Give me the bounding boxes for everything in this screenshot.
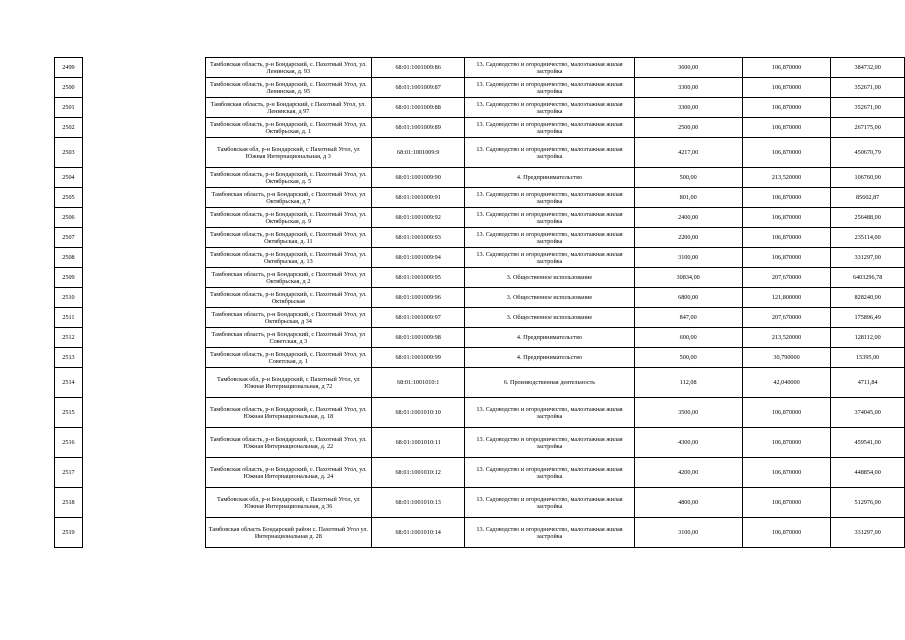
row-number-cell: 2517 (55, 458, 83, 488)
row-number-cell: 2519 (55, 518, 83, 548)
area-cell: 500,00 (634, 168, 742, 188)
rate-cell: 106,870000 (742, 458, 831, 488)
address-cell: Тамбовская область, р-н Бондарский, с. Пахотный Угол, ул. Южная Интернациональная, д. 18 (205, 398, 371, 428)
area-cell: 3100,00 (634, 518, 742, 548)
rate-cell: 106,870000 (742, 78, 831, 98)
rate-cell: 106,870000 (742, 98, 831, 118)
land-use-cell: 4. Предпринимательство (465, 348, 634, 368)
spacer-cell (82, 268, 205, 288)
table-row (55, 368, 905, 398)
row-number-cell: 2518 (55, 488, 83, 518)
row-number-cell: 2499 (55, 58, 83, 78)
table-row (55, 458, 905, 488)
area-cell: 3300,00 (634, 98, 742, 118)
land-use-cell: 13. Садоводство и огородничество, малоэтажная жилая застройка (465, 488, 634, 518)
row-number-cell: 2503 (55, 138, 83, 168)
cadastral-number-cell: 68:01:1001009:98 (371, 328, 465, 348)
table-body (55, 58, 905, 548)
cadastral-value-cell: 106760,00 (831, 168, 905, 188)
spacer-cell (82, 488, 205, 518)
table-row (55, 188, 905, 208)
cadastral-number-cell: 68:01:1001009:95 (371, 268, 465, 288)
spacer-cell (82, 458, 205, 488)
cadastral-number-cell: 68:01:1001009:91 (371, 188, 465, 208)
cadastral-number-cell: 68:01:1001009:97 (371, 308, 465, 328)
table-row (55, 268, 905, 288)
cadastral-number-cell: 68:01:1001009:93 (371, 228, 465, 248)
area-cell: 112,08 (634, 368, 742, 398)
table-row (55, 208, 905, 228)
area-cell: 4200,00 (634, 458, 742, 488)
spacer-cell (82, 398, 205, 428)
spacer-cell (82, 168, 205, 188)
row-number-cell: 2511 (55, 308, 83, 328)
area-cell: 3300,00 (634, 78, 742, 98)
row-number-cell: 2505 (55, 188, 83, 208)
cadastral-value-cell: 352671,00 (831, 98, 905, 118)
land-use-cell: 3. Общественное использование (465, 308, 634, 328)
row-number-cell: 2507 (55, 228, 83, 248)
row-number-cell: 2512 (55, 328, 83, 348)
rate-cell: 106,870000 (742, 138, 831, 168)
address-cell: Тамбовская область Бондарский район с. Пахотный Угол ул. Интернациональная д. 28 (205, 518, 371, 548)
cadastral-value-cell: 331297,00 (831, 248, 905, 268)
address-cell: Тамбовская область, р-н Бондарский, с. Пахотный Угол, ул. Октябрьская, д. 5 (205, 168, 371, 188)
cadastral-number-cell: 68:01:1001009:90 (371, 168, 465, 188)
cadastral-value-cell: 384732,00 (831, 58, 905, 78)
cadastral-value-cell: 828240,00 (831, 288, 905, 308)
table-row (55, 518, 905, 548)
row-number-cell: 2501 (55, 98, 83, 118)
table-row (55, 488, 905, 518)
land-use-cell: 3. Общественное использование (465, 268, 634, 288)
spacer-cell (82, 208, 205, 228)
spacer-cell (82, 308, 205, 328)
cadastral-value-cell: 267175,00 (831, 118, 905, 138)
row-number-cell: 2502 (55, 118, 83, 138)
rate-cell: 207,670000 (742, 268, 831, 288)
rate-cell: 213,520000 (742, 168, 831, 188)
table-row (55, 78, 905, 98)
spacer-cell (82, 98, 205, 118)
area-cell: 6800,00 (634, 288, 742, 308)
table-row (55, 138, 905, 168)
spacer-cell (82, 328, 205, 348)
row-number-cell: 2514 (55, 368, 83, 398)
cadastral-number-cell: 68:01:1001010:11 (371, 428, 465, 458)
cadastral-number-cell: 68:01:1001009:99 (371, 348, 465, 368)
address-cell: Тамбовская область, р-н Бондарский, с. Пахотный Угол, ул. Советская, д. 1 (205, 348, 371, 368)
area-cell: 4217,00 (634, 138, 742, 168)
area-cell: 3600,00 (634, 58, 742, 78)
cadastral-value-cell: 175896,49 (831, 308, 905, 328)
spacer-cell (82, 118, 205, 138)
area-cell: 2500,00 (634, 118, 742, 138)
cadastral-value-cell: 235114,00 (831, 228, 905, 248)
cadastral-value-cell: 450670,79 (831, 138, 905, 168)
cadastral-number-cell: 68:01:1001009:94 (371, 248, 465, 268)
land-use-cell: 13. Садоводство и огородничество, малоэтажная жилая застройка (465, 398, 634, 428)
table-row (55, 348, 905, 368)
rate-cell: 106,870000 (742, 488, 831, 518)
cadastral-number-cell: 68:01:1001009:89 (371, 118, 465, 138)
rate-cell: 213,520000 (742, 328, 831, 348)
cadastral-number-cell: 68:01:1001010:1 (371, 368, 465, 398)
cadastral-number-cell: 68:01:1001009:86 (371, 58, 465, 78)
address-cell: Тамбовская область, р-н Бондарский, с. Пахотный Угол, ул. Южная Интернациональная, д. 24 (205, 458, 371, 488)
area-cell: 500,00 (634, 348, 742, 368)
land-use-cell: 13. Садоводство и огородничество, малоэтажная жилая застройка (465, 248, 634, 268)
land-use-cell: 13. Садоводство и огородничество, малоэтажная жилая застройка (465, 58, 634, 78)
table-row (55, 398, 905, 428)
rate-cell: 207,670000 (742, 308, 831, 328)
row-number-cell: 2504 (55, 168, 83, 188)
land-use-cell: 13. Садоводство и огородничество, малоэтажная жилая застройка (465, 428, 634, 458)
address-cell: Тамбовская область, р-н Бондарский, с. Пахотный Угол, ул. Ленинская, д. 93 (205, 58, 371, 78)
land-use-cell: 4. Предпринимательство (465, 328, 634, 348)
row-number-cell: 2513 (55, 348, 83, 368)
spacer-cell (82, 248, 205, 268)
area-cell: 2400,00 (634, 208, 742, 228)
rate-cell: 121,800000 (742, 288, 831, 308)
land-use-cell: 13. Садоводство и огородничество, малоэтажная жилая застройка (465, 518, 634, 548)
cadastral-number-cell: 68:01:1001010:13 (371, 488, 465, 518)
area-cell: 4800,00 (634, 488, 742, 518)
land-use-cell: 13. Садоводство и огородничество, малоэтажная жилая застройка (465, 138, 634, 168)
rate-cell: 106,870000 (742, 228, 831, 248)
area-cell: 4300,00 (634, 428, 742, 458)
cadastral-number-cell: 68:01:1001009:9 (371, 138, 465, 168)
land-use-cell: 13. Садоводство и огородничество, малоэтажная жилая застройка (465, 98, 634, 118)
table-row (55, 58, 905, 78)
land-use-cell: 13. Садоводство и огородничество, малоэтажная жилая застройка (465, 458, 634, 488)
address-cell: Тамбовская область, р-н Бондарский, с. Пахотный Угол, ул. Октябрьская, д. 11 (205, 228, 371, 248)
cadastral-value-cell: 85602,87 (831, 188, 905, 208)
land-use-cell: 13. Садоводство и огородничество, малоэтажная жилая застройка (465, 208, 634, 228)
rate-cell: 106,870000 (742, 188, 831, 208)
rate-cell: 106,870000 (742, 428, 831, 458)
address-cell: Тамбовская обл, р-н Бондарский, с Пахотный Угол, ул Южная Интернациональная, д 36 (205, 488, 371, 518)
cadastral-value-cell: 448854,00 (831, 458, 905, 488)
row-number-cell: 2515 (55, 398, 83, 428)
area-cell: 3100,00 (634, 248, 742, 268)
land-use-cell: 4. Предпринимательство (465, 168, 634, 188)
address-cell: Тамбовская область, р-н Бондарский, с. Пахотный Угол, ул. Южная Интернациональная, д. 22 (205, 428, 371, 458)
address-cell: Тамбовская область, р-н Бондарский, с. Пахотный Угол, ул. Октябрьская, д. 1 (205, 118, 371, 138)
table-row (55, 428, 905, 458)
address-cell: Тамбовская область, р-н Бондарский, с Пахотный Угол, ул. Ленинская, д 97 (205, 98, 371, 118)
spacer-cell (82, 138, 205, 168)
land-use-cell: 13. Садоводство и огородничество, малоэтажная жилая застройка (465, 188, 634, 208)
table-row (55, 168, 905, 188)
table-row (55, 98, 905, 118)
cadastral-value-cell: 459541,00 (831, 428, 905, 458)
table-row (55, 118, 905, 138)
address-cell: Тамбовская обл, р-н Бондарский, с Пахотный Угол, ул Южная Интернациональная, д 72 (205, 368, 371, 398)
cadastral-number-cell: 68:01:1001009:96 (371, 288, 465, 308)
cadastral-value-cell: 6403296,78 (831, 268, 905, 288)
rate-cell: 42,040000 (742, 368, 831, 398)
table-row (55, 288, 905, 308)
cadastral-value-cell: 256488,00 (831, 208, 905, 228)
land-use-cell: 3. Общественное использование (465, 288, 634, 308)
row-number-cell: 2510 (55, 288, 83, 308)
address-cell: Тамбовская область, р-н Бондарский, с Пахотный Угол, ул Октябрьская, д 7 (205, 188, 371, 208)
table-row (55, 328, 905, 348)
cadastral-number-cell: 68:01:1001010:12 (371, 458, 465, 488)
land-use-cell: 13. Садоводство и огородничество, малоэтажная жилая застройка (465, 118, 634, 138)
address-cell: Тамбовская обл, р-н Бондарский, с Пахотный Угол, ул Южная Интернациональная, д 3 (205, 138, 371, 168)
land-use-cell: 6. Производственная деятельность (465, 368, 634, 398)
address-cell: Тамбовская область, р-н Бондарский, с. Пахотный Угол, ул. Октябрьская, д. 9 (205, 208, 371, 228)
area-cell: 3500,00 (634, 398, 742, 428)
address-cell: Тамбовская область, р-н Бондарский, с. Пахотный Угол, ул. Ленинская, д. 95 (205, 78, 371, 98)
row-number-cell: 2516 (55, 428, 83, 458)
area-cell: 847,00 (634, 308, 742, 328)
land-registry-table (54, 57, 905, 548)
spacer-cell (82, 228, 205, 248)
address-cell: Тамбовская область, р-н Бондарский, с Пахотный Угол, ул Октябрьская, д 34 (205, 308, 371, 328)
address-cell: Тамбовская область, р-н Бондарский, с. Пахотный Угол, ул. Октябрьская, д. 13 (205, 248, 371, 268)
row-number-cell: 2506 (55, 208, 83, 228)
row-number-cell: 2509 (55, 268, 83, 288)
rate-cell: 106,870000 (742, 248, 831, 268)
table-row (55, 248, 905, 268)
table-row (55, 308, 905, 328)
rate-cell: 106,870000 (742, 398, 831, 428)
rate-cell: 106,870000 (742, 208, 831, 228)
cadastral-number-cell: 68:01:1001010:10 (371, 398, 465, 428)
cadastral-number-cell: 68:01:1001009:87 (371, 78, 465, 98)
address-cell: Тамбовская область, р-н Бондарский, с. Пахотный Угол, ул. Октябрьская (205, 288, 371, 308)
cadastral-value-cell: 331297,00 (831, 518, 905, 548)
row-number-cell: 2508 (55, 248, 83, 268)
spacer-cell (82, 78, 205, 98)
land-use-cell: 13. Садоводство и огородничество, малоэтажная жилая застройка (465, 228, 634, 248)
rate-cell: 106,870000 (742, 518, 831, 548)
spacer-cell (82, 348, 205, 368)
area-cell: 801,00 (634, 188, 742, 208)
cadastral-value-cell: 374045,00 (831, 398, 905, 428)
spacer-cell (82, 368, 205, 398)
cadastral-value-cell: 15395,00 (831, 348, 905, 368)
rate-cell: 30,790000 (742, 348, 831, 368)
land-use-cell: 13. Садоводство и огородничество, малоэтажная жилая застройка (465, 78, 634, 98)
spacer-cell (82, 58, 205, 78)
rate-cell: 106,870000 (742, 118, 831, 138)
address-cell: Тамбовская область, р-н Бондарский, с Пахотный Угол, ул Октябрьская, д 2 (205, 268, 371, 288)
spacer-cell (82, 518, 205, 548)
rate-cell: 106,870000 (742, 58, 831, 78)
spacer-cell (82, 428, 205, 458)
cadastral-value-cell: 512976,00 (831, 488, 905, 518)
spacer-cell (82, 188, 205, 208)
table-row (55, 228, 905, 248)
spacer-cell (82, 288, 205, 308)
cadastral-value-cell: 4711,84 (831, 368, 905, 398)
area-cell: 30834,00 (634, 268, 742, 288)
address-cell: Тамбовская область, р-н Бондарский, с Пахотный Угол, ул Советская, д 3 (205, 328, 371, 348)
area-cell: 600,00 (634, 328, 742, 348)
row-number-cell: 2500 (55, 78, 83, 98)
cadastral-number-cell: 68:01:1001009:92 (371, 208, 465, 228)
cadastral-number-cell: 68:01:1001010:14 (371, 518, 465, 548)
cadastral-value-cell: 128112,00 (831, 328, 905, 348)
cadastral-number-cell: 68:01:1001009:88 (371, 98, 465, 118)
cadastral-value-cell: 352671,00 (831, 78, 905, 98)
area-cell: 2200,00 (634, 228, 742, 248)
